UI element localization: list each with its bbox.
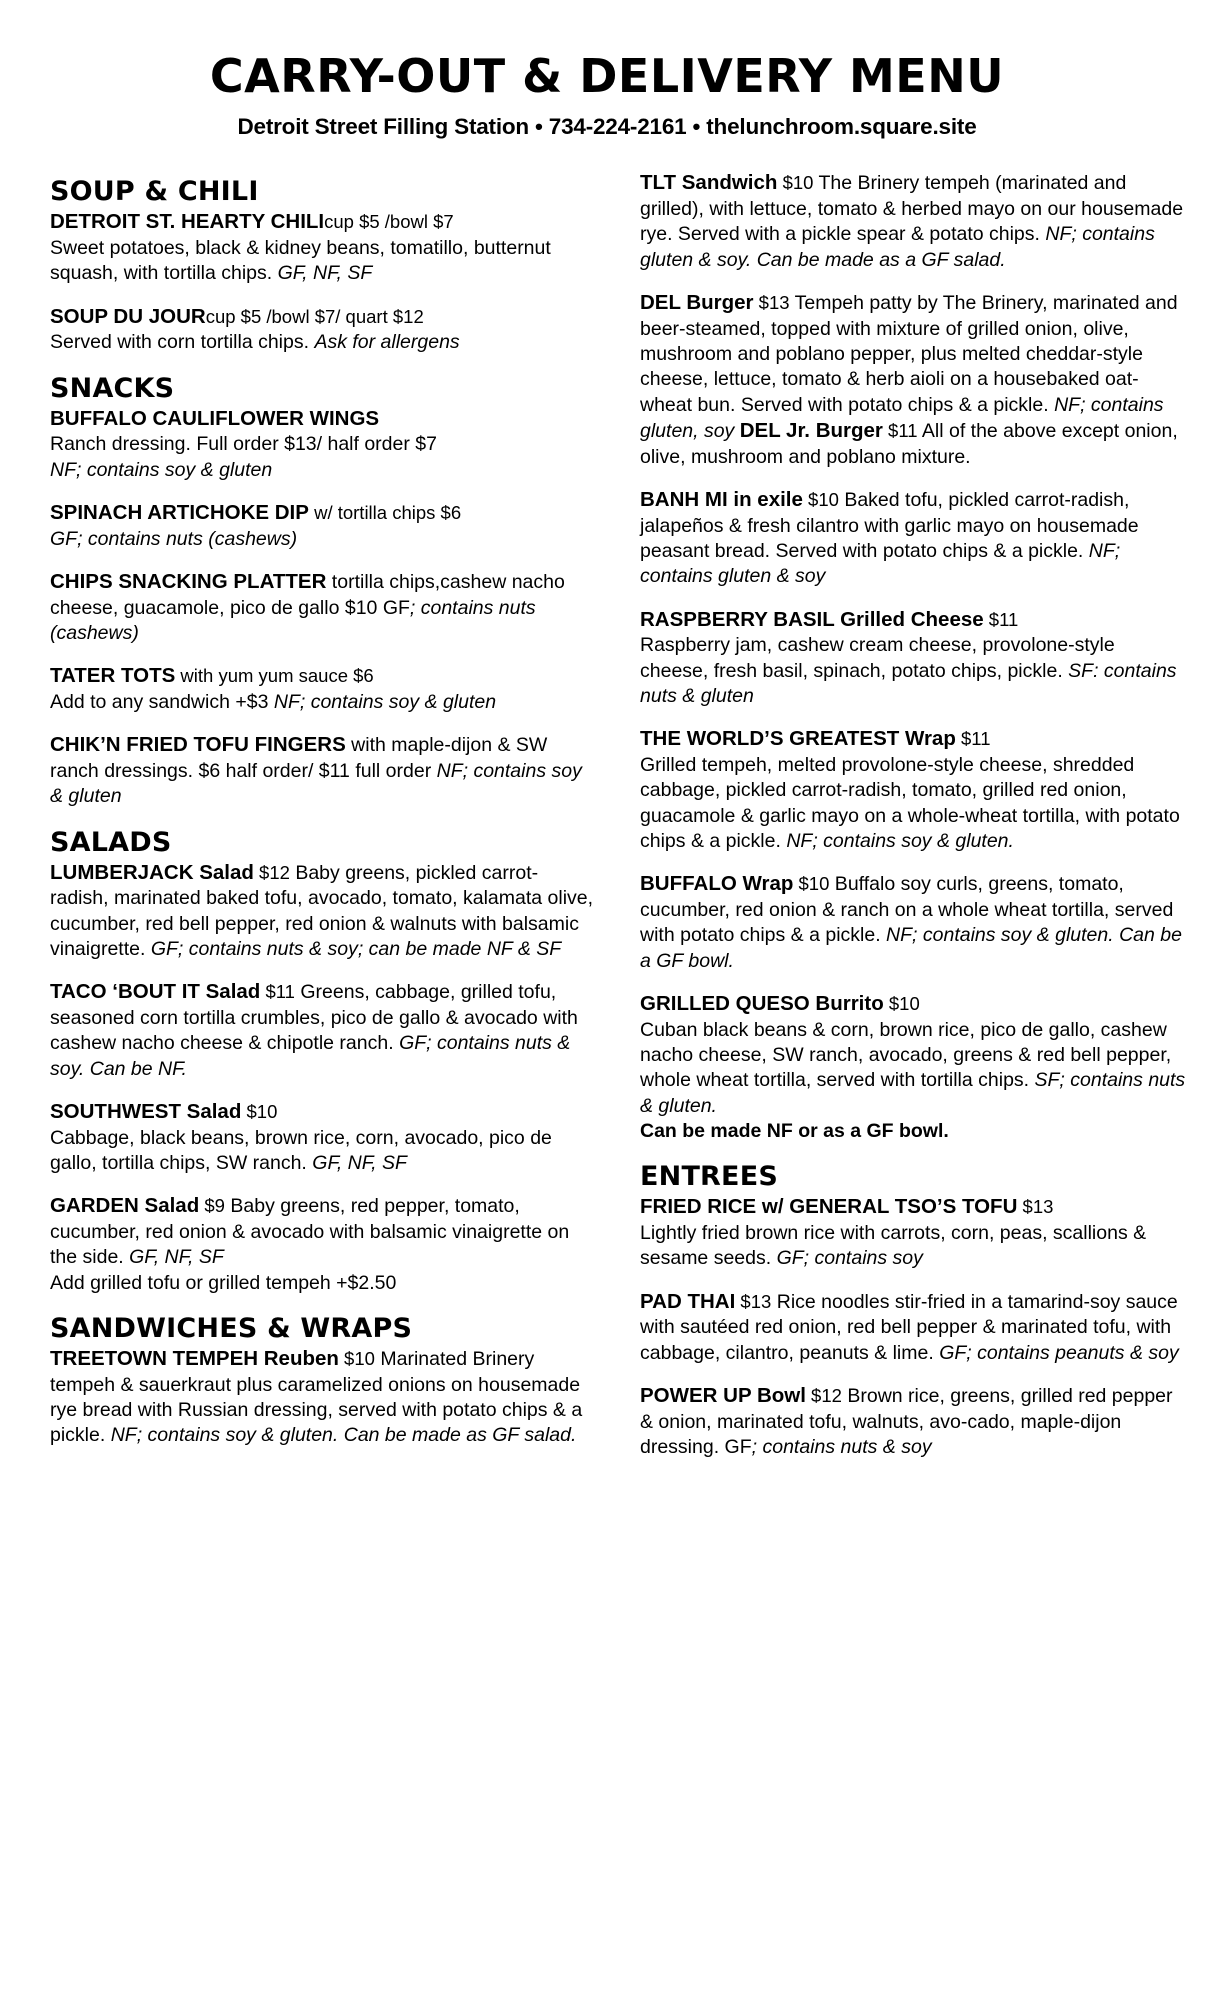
menu-column-left: [50, 166, 596, 1448]
item-description: tortilla chips,cashew nacho cheese, guacamole, pico de gallo $10 GF: [50, 570, 565, 619]
menu-item: [50, 569, 596, 646]
item-allergen-note: NF; contains soy & gluten. Can be made as GF salad.: [110, 1424, 577, 1447]
item-name: SOUP DU JOUR: [50, 304, 206, 328]
item-description: Sweet potatoes, black & kidney beans, tomatillo, butternut squash, with tortilla chips.: [50, 236, 551, 285]
item-allergen-note: GF; contains peanuts & soy: [939, 1341, 1179, 1364]
section-heading-snacks: SNACKS: [50, 372, 175, 404]
item-description: Baked tofu, pickled carrot-radish, jalapeños & fresh cilantro with garlic mayo on housemade peasant bread. Served with potato chips & a pickle.: [640, 488, 1139, 562]
item-name: DEL Burger: [640, 290, 754, 314]
menu-item: [50, 979, 596, 1082]
item-description: Baby greens, red pepper, tomato, cucumber, red onion & avocado with balsamic vinaigrette on the side.: [50, 1195, 570, 1269]
menu-item: [50, 1346, 596, 1449]
item-price: w/ tortilla chips $6: [308, 501, 462, 523]
item-price: $12: [253, 861, 290, 883]
item-description: Baby greens, pickled carrot-radish, marinated baked tofu, avocado, tomato, kalamata olive, cucumber, red bell pepper, red onion & walnuts with balsamic vinaigrette.: [50, 861, 594, 960]
item-allergen-note: NF; contains gluten & soy. Can be made as a GF salad.: [640, 223, 1155, 271]
menu-item: [50, 663, 596, 715]
item-description: with maple-dijon & SW ranch dressings. $6 half order/ $11 full order: [50, 734, 548, 782]
item-name-variant: DEL Jr. Burger: [739, 418, 883, 442]
menu-item: [50, 406, 596, 483]
menu-item: [640, 726, 1186, 854]
item-description: Tempeh patty by The Brinery, marinated and beer-steamed, topped with mixture of grilled onion, olive, mushroom and poblano pepper, plus melted cheddar-style cheese, lettuce, tomato & herb aioli on a housebaked oat-wheat bun. Served with potato chips & a pickle.: [640, 291, 1178, 416]
page-title: CARRY-OUT & DELIVERY MENU: [209, 49, 1005, 103]
menu-item: [50, 209, 596, 286]
item-allergen-note: Ask for allergens: [314, 331, 460, 354]
item-name: BANH MI in exile: [640, 487, 803, 511]
item-description: Greens, cabbage, grilled tofu, seasoned corn tortilla crumbles, pico de gallo & avocado with cashew nacho cheese & chipotle ranch.: [50, 981, 578, 1055]
item-price: $10: [802, 488, 839, 510]
item-description: The Brinery tempeh (marinated and grilled), with lettuce, tomato & herbed mayo on our housemade rye. Served with a pickle spear & potato chips.: [640, 172, 1184, 246]
item-price: cup $5 /bowl $7: [324, 211, 454, 233]
item-price: $13: [1017, 1196, 1054, 1218]
item-name: BUFFALO Wrap: [640, 872, 794, 896]
menu-column-right: [640, 166, 1186, 1460]
item-allergen-note: GF, NF, SF: [312, 1151, 407, 1174]
item-price: $10: [241, 1100, 278, 1122]
item-price: $13: [753, 291, 790, 313]
item-allergen-note: SF; contains nuts & gluten.: [640, 1069, 1186, 1117]
item-name: TATER TOTS: [50, 664, 176, 688]
item-name: PAD THAI: [640, 1289, 736, 1313]
item-allergen-note: ; contains nuts (cashews): [50, 596, 536, 644]
item-price: $12: [805, 1385, 842, 1407]
item-name: TLT Sandwich: [640, 171, 778, 195]
item-allergen-note: GF; contains soy: [776, 1247, 923, 1270]
item-modification-note: Can be made NF or as a GF bowl.: [640, 1120, 949, 1143]
item-price: $10: [338, 1347, 375, 1369]
item-description: Add to any sandwich +$3: [50, 690, 274, 713]
item-name: LUMBERJACK Salad: [50, 860, 254, 884]
item-description: Raspberry jam, cashew cream cheese, provolone-style cheese, fresh basil, spinach, potato chips, pickle.: [640, 634, 1115, 682]
item-name: RASPBERRY BASIL Grilled Cheese: [640, 607, 984, 631]
item-name: FRIED RICE w/ GENERAL TSO’S TOFU: [640, 1195, 1018, 1219]
item-allergen-note: SF: contains nuts & gluten: [640, 659, 1177, 707]
item-price: with yum yum sauce $6: [175, 665, 374, 687]
restaurant-contact-line: Detroit Street Filling Station • 734-224-2161 • thelunchroom.square.site: [237, 114, 977, 140]
item-description: Cuban black beans & corn, brown rice, pico de gallo, cashew nacho cheese, SW ranch, avocado, greens & red bell pepper, whole wheat tortilla, served with tortilla chips.: [640, 1018, 1172, 1092]
item-description-variant: All of the above except onion, olive, mushroom and poblano mixture.: [640, 419, 1178, 468]
item-addon-note: Add grilled tofu or grilled tempeh +$2.50: [50, 1271, 397, 1294]
menu-item: [640, 1289, 1186, 1366]
menu-item: [640, 170, 1186, 273]
menu-item: [640, 1194, 1186, 1271]
menu-item: [640, 607, 1186, 710]
item-price-variant: $11: [882, 419, 918, 441]
item-name: DETROIT ST. HEARTY CHILI: [50, 210, 325, 234]
item-description: Brown rice, greens, grilled red pepper & onion, marinated tofu, walnuts, avo-cado, maple-dijon dressing.: [640, 1385, 1173, 1458]
item-price: $11: [983, 608, 1019, 630]
menu-item: [50, 732, 596, 809]
section-heading-soup-chili: SOUP & CHILI: [50, 176, 259, 208]
menu-item: [50, 500, 596, 552]
item-price: $9: [199, 1195, 225, 1217]
item-name: CHIPS SNACKING PLATTER: [50, 569, 327, 593]
item-name: BUFFALO CAULIFLOWER WINGS: [50, 406, 380, 430]
item-allergen-note: GF, NF, SF: [277, 262, 373, 285]
item-allergen-note: NF; contains soy & gluten.: [786, 829, 1014, 852]
item-name: THE WORLD’S GREATEST Wrap: [640, 727, 956, 751]
menu-item: [50, 1099, 596, 1176]
menu-item: [640, 290, 1186, 470]
menu-item: [640, 991, 1186, 1144]
item-description: Grilled tempeh, melted provolone-style cheese, shredded cabbage, pickled carrot-radish, tomato, grilled red onion, guacamole & garlic mayo on a whole-wheat tortilla, with potato chips & a pickle.: [640, 753, 1180, 852]
item-description: Served with corn tortilla chips.: [50, 331, 315, 354]
item-price: $10: [883, 993, 920, 1014]
item-allergen-note: NF; contains soy & gluten: [273, 690, 497, 713]
item-allergen-note: NF; contains soy & gluten. Can be a GF bowl.: [640, 924, 1182, 972]
item-description: Rice noodles stir-fried in a tamarind-soy sauce with sautéed red onion, red bell pepper & marinated tofu, with cabbage, cilantro, peanuts & lime.: [640, 1290, 1178, 1364]
item-price: $10: [777, 172, 814, 194]
item-allergen-note: NF; contains gluten & soy: [640, 539, 1121, 588]
menu-item: [50, 304, 596, 356]
item-name: SOUTHWEST Salad: [50, 1099, 242, 1123]
menu-item: [50, 1193, 596, 1296]
menu-item: [640, 487, 1186, 590]
item-description: Lightly fried brown rice with carrots, corn, peas, scallions & sesame seeds.: [640, 1222, 1147, 1270]
item-price: $11: [260, 981, 295, 1003]
item-allergen-note: GF; contains nuts (cashews): [50, 527, 298, 550]
item-description: Cabbage, black beans, brown rice, corn, avocado, pico de gallo, tortilla chips, SW ranch.: [50, 1126, 552, 1174]
menu-columns: [50, 166, 1186, 1460]
menu-item: [50, 860, 596, 963]
section-heading-sandwiches-wraps: SANDWICHES & WRAPS: [50, 1312, 413, 1344]
section-heading-entrees: ENTREES: [640, 1161, 778, 1193]
item-allergen-note: ; contains nuts & soy: [751, 1436, 932, 1458]
item-allergen-note: GF; contains nuts & soy; can be made NF & SF: [150, 937, 562, 960]
item-name: SPINACH ARTICHOKE DIP: [50, 500, 309, 524]
item-name: CHIK’N FRIED TOFU FINGERS: [50, 733, 346, 757]
item-allergen-note: GF; contains nuts & soy. Can be NF.: [50, 1032, 571, 1080]
menu-item: [640, 871, 1186, 974]
item-name: TACO ‘BOUT IT Salad: [50, 980, 261, 1004]
section-heading-salads: SALADS: [50, 826, 172, 858]
item-name: POWER UP Bowl: [640, 1384, 806, 1408]
item-allergen-note: GF, NF, SF: [129, 1246, 224, 1269]
item-name: GARDEN Salad: [50, 1194, 200, 1218]
item-price: $10: [793, 873, 830, 895]
menu-item: [640, 1383, 1186, 1460]
item-price: $11: [955, 728, 991, 750]
item-allergen-label: GF: [724, 1436, 752, 1458]
item-description: Ranch dressing. Full order $13/ half order $7: [50, 433, 437, 456]
item-allergen-note: NF; contains gluten, soy: [640, 393, 1164, 442]
item-description: Buffalo soy curls, greens, tomato, cucumber, red onion & ranch on a whole wheat tortilla, served with potato chips & a pickle.: [640, 873, 1174, 947]
item-allergen-note: NF; contains soy & gluten: [50, 759, 582, 808]
item-price: $13: [735, 1290, 772, 1312]
item-allergen-note: NF; contains soy & gluten: [50, 458, 273, 481]
item-price: cup $5 /bowl $7/ quart $12: [205, 305, 424, 327]
item-name: TREETOWN TEMPEH Reuben: [50, 1346, 339, 1370]
item-description: Marinated Brinery tempeh & sauerkraut plus caramelized onions on housemade rye bread with Russian dressing, served with potato chips & a pickle.: [50, 1347, 583, 1447]
item-name: GRILLED QUESO Burrito: [640, 992, 884, 1015]
